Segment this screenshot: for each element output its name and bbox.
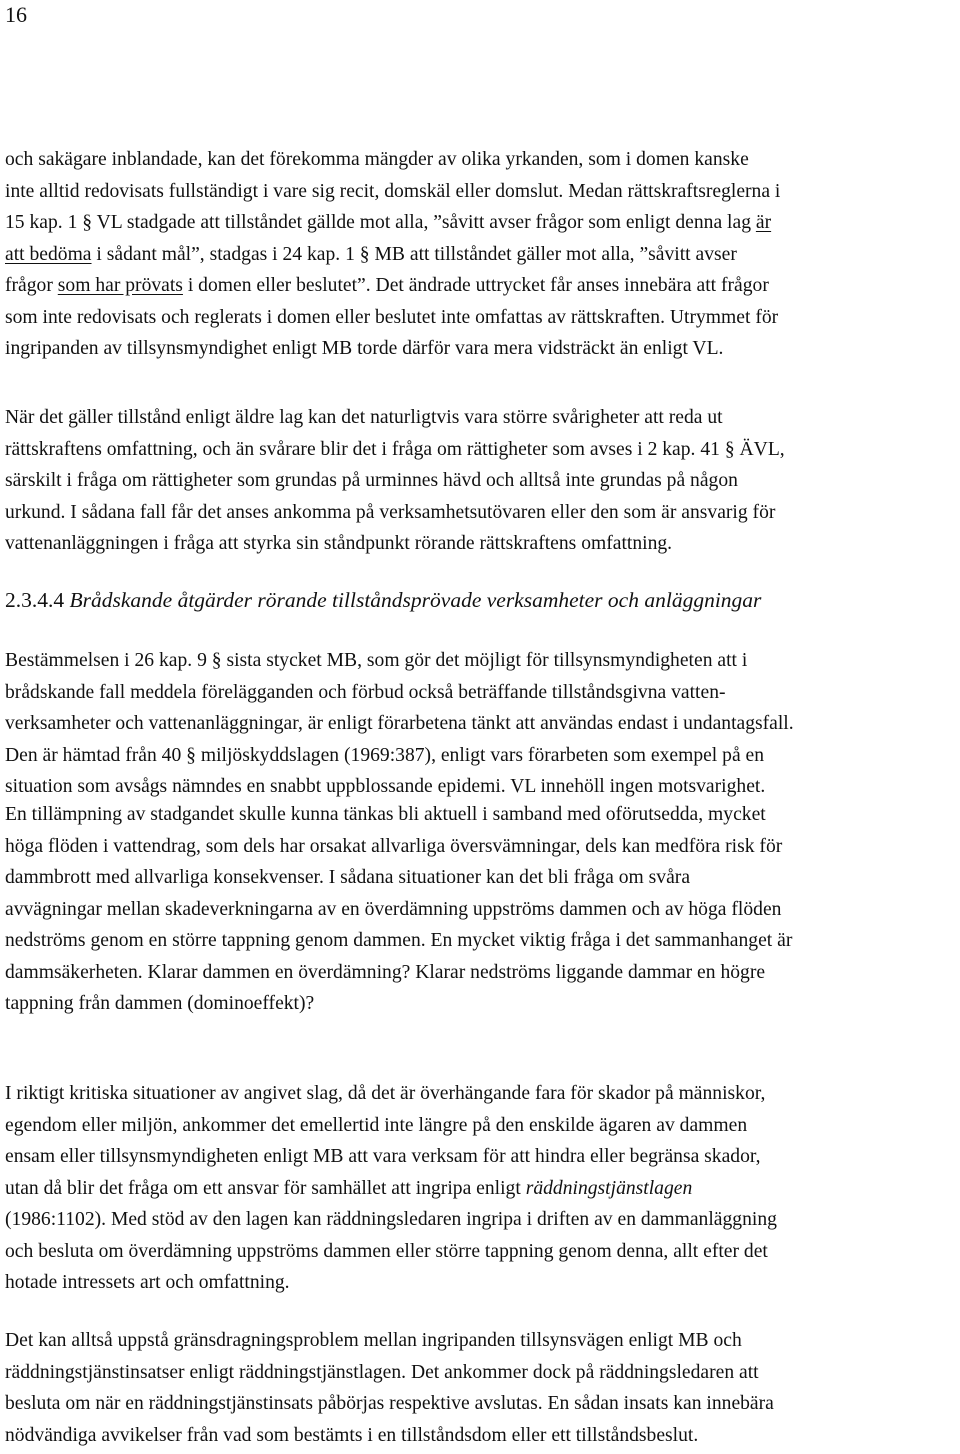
text-line: Den är hämtad från 40 § miljöskyddslagen (1969:387), enligt vars förarbeten som exempel på en [5, 744, 765, 766]
text-line: nedströms genom en större tappning genom dammen. En mycket viktig fråga i det sammanhanget är [5, 930, 793, 951]
text-line [5, 270, 955, 302]
text-span: 15 kap. 1 § VL stadgade att tillståndet gällde mot alla, ”såvitt avser frågor som enligt denna lag [5, 212, 756, 233]
text-line: urkund. I sådana fall får det anses ankomma på verksamhetsutövaren eller den som är ansvarig för [5, 501, 776, 523]
text-line: besluta om när en räddningstjänstinsats påbörjas respektive avslutas. En sådan insats kan innebära [5, 1393, 774, 1414]
text-line: höga flöden i vattendrag, som dels har orsakat allvarliga översvämningar, dels kan medföra risk för [5, 835, 783, 857]
text-line [5, 239, 955, 271]
paragraph-2 [5, 402, 955, 560]
paragraph-1 [5, 144, 955, 365]
underlined-text: som har prövats [57, 275, 183, 296]
page-number: 16 [5, 2, 27, 27]
text-line: verksamheter och vattenanläggningar, är enligt förarbetena tänkt att användas endast i undantagsfall. [5, 713, 794, 734]
text-line: brådskande fall meddela förelägganden och förbud också beträffande tillståndsgivna vatten- [5, 681, 726, 703]
text-line: vattenanläggningen i fråga att styrka sin ståndpunkt rörande rättskraftens omfattning. [5, 533, 673, 554]
text-line: Bestämmelsen i 26 kap. 9 § sista stycket MB, som gör det möjligt för tillsynsmyndigheten att i [5, 650, 748, 671]
section-title: Brådskande åtgärder rörande tillståndsprövade verksamheter och anläggningar [69, 588, 762, 612]
text-line: som inte redovisats och reglerats i domen eller beslutet inte omfattas av rättskraften. Utrymmet för [5, 306, 779, 328]
text-line: egendom eller miljön, ankommer det emellertid inte längre på den enskilde ägaren av dammen [5, 1114, 748, 1136]
paragraph-6 [5, 1325, 955, 1451]
text-span: utan då blir det fråga om ett ansvar för samhället att ingripa enligt [5, 1177, 526, 1199]
underlined-text: är [755, 212, 772, 233]
text-line: och besluta om överdämning uppströms dammen eller större tappning genom denna, allt efter det [5, 1240, 768, 1262]
text-line: Det kan alltså uppstå gränsdragningsproblem mellan ingripanden tillsynsvägen enligt MB och [5, 1330, 742, 1351]
text-span: frågor [5, 275, 58, 296]
text-line: En tillämpning av stadgandet skulle kunna tänkas bli aktuell i samband med oförutsedda, mycket [5, 804, 766, 825]
text-line: ensam eller tillsynsmyndigheten enligt MB att vara verksam för att hindra eller begränsa skador, [5, 1146, 761, 1167]
paragraph-3 [5, 645, 955, 803]
text-span: i domen eller beslutet”. Det ändrade uttrycket får anses innebära att frågor [182, 275, 769, 296]
text-line: (1986:1102). Med stöd av den lagen kan räddningsledaren ingripa i driften av en dammanläggning [5, 1209, 777, 1230]
paragraph-5 [5, 1078, 955, 1299]
text-line: situation som avsågs nämndes en snabbt uppblossande epidemi. VL innehöll ingen motsvarighet. [5, 776, 766, 797]
underlined-text: att bedöma [5, 243, 92, 265]
text-line: särskilt i fråga om rättigheter som grundas på urminnes hävd och alltså inte grundas på någon [5, 470, 738, 491]
text-line [5, 207, 955, 239]
text-line: När det gäller tillstånd enligt äldre lag kan det naturligtvis vara större svårigheter att reda ut [5, 407, 723, 428]
text-line: dammsäkerheten. Klarar dammen en överdämning? Klarar nedströms liggande dammar en högre [5, 961, 766, 983]
text-line: rättskraftens omfattning, och än svårare blir det i fråga om rättigheter som avses i 2 kap. 41 § ÄVL, [5, 438, 785, 460]
law-reference: räddningstjänstlagen [525, 1177, 693, 1199]
text-line: inte alltid redovisats fullständigt i vare sig recit, domskäl eller domslut. Medan rättskraftsreglerna i [5, 180, 781, 202]
text-span: i sådant mål”, stadgas i 24 kap. 1 § MB att tillståndet gäller mot alla, ”såvitt avser [91, 243, 737, 265]
text-line: och sakägare inblandade, kan det förekomma mängder av olika yrkanden, som i domen kanske [5, 149, 749, 170]
text-line: hotade intressets art och omfattning. [5, 1272, 290, 1293]
text-line: räddningstjänstinsatser enligt räddningstjänstlagen. Det ankommer dock på räddningsledaren att [5, 1361, 759, 1383]
text-line: dammbrott med allvarliga konsekvenser. I sådana situationer kan det bli fråga om svåra [5, 867, 691, 888]
section-heading [5, 584, 761, 616]
text-line [5, 1173, 955, 1205]
section-number: 2.3.4.4 [5, 588, 65, 612]
text-line: nödvändiga avvikelser från vad som bestämts i en tillståndsdom eller ett tillståndsbeslut. [5, 1424, 699, 1446]
text-line: tappning från dammen (dominoeffekt)? [5, 993, 315, 1014]
text-line: I riktigt kritiska situationer av angivet slag, då det är överhängande fara för skador på människor, [5, 1083, 766, 1104]
text-line: ingripanden av tillsynsmyndighet enligt MB torde därför vara mera vidsträckt än enligt VL. [5, 338, 724, 359]
paragraph-4 [5, 799, 955, 1020]
text-line: avvägningar mellan skadeverkningarna av en överdämning uppströms dammen och av höga flöden [5, 898, 782, 920]
